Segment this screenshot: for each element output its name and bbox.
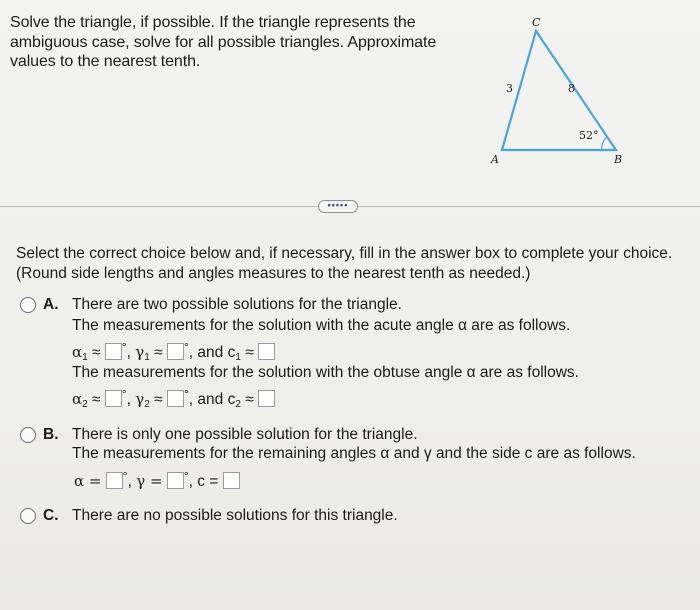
gamma-label: γ = — [136, 472, 163, 490]
choice-b-remaining-text: The measurements for the remaining angles α and γ and the side c are as follows. — [72, 445, 636, 462]
choice-a-acute-text: The measurements for the solution with the acute angle α are as follows. — [72, 317, 571, 334]
alpha2-symbol: α — [72, 390, 83, 408]
c1-symbol: c — [227, 344, 236, 361]
expand-more-button[interactable]: ••••• — [318, 200, 358, 213]
choice-a-row-1: $\alpha_1 \approx ^\circ$, $\gamma_1 \approx ^\circ$, and $c_1$ ≈ — [72, 340, 275, 363]
choice-a-radio[interactable] — [20, 297, 36, 313]
choice-b[interactable] — [16, 424, 676, 496]
gamma1-symbol: γ — [135, 343, 145, 361]
alpha-label: α = — [74, 472, 102, 490]
alpha1-symbol: α — [72, 343, 83, 361]
choice-a[interactable] — [16, 294, 656, 414]
choice-c-radio[interactable] — [20, 508, 36, 524]
choice-a-obtuse-text: The measurements for the solution with the obtuse angle α are as follows. — [72, 364, 579, 381]
gamma1-input[interactable] — [167, 343, 184, 360]
vertex-label-b: B — [614, 153, 623, 166]
angle-arc-b — [602, 137, 607, 150]
angle-label-b: 52° — [579, 129, 599, 142]
triangle-shape — [502, 31, 616, 150]
instructions-line-1: Select the correct choice below and, if necessary, fill in the answer box to complete your choice. — [16, 245, 673, 262]
side-label-ac: 3 — [506, 82, 513, 95]
choice-b-row: α = °, γ = °, c = — [74, 469, 240, 491]
problem-line-3: values to the nearest tenth. — [10, 53, 201, 70]
choice-a-row-2: $\alpha_2 \approx ^\circ$, $\gamma_2 \approx ^\circ$, and $c_2$ ≈ — [72, 387, 275, 410]
choice-c-text: There are no possible solutions for this triangle. — [72, 507, 398, 524]
c1-input[interactable] — [258, 343, 275, 360]
choice-c[interactable] — [16, 505, 436, 527]
instructions-line-2: (Round side lengths and angles measures to the nearest tenth as needed.) — [16, 264, 531, 282]
triangle-figure — [480, 8, 650, 173]
c-input[interactable] — [223, 472, 240, 489]
instructions — [16, 244, 700, 283]
choice-b-letter: B. — [43, 426, 59, 443]
gamma2-symbol: γ — [135, 390, 145, 408]
choice-a-letter: A. — [43, 296, 59, 313]
alpha2-input[interactable] — [105, 390, 122, 407]
problem-line-1: Solve the triangle, if possible. If the triangle represents the — [10, 14, 416, 31]
alpha-input[interactable] — [106, 472, 123, 489]
choice-b-text: There is only one possible solution for the triangle. — [72, 426, 418, 443]
c2-symbol: c — [227, 391, 236, 408]
problem-line-2: ambiguous case, solve for all possible triangles. Approximate — [10, 33, 437, 51]
c2-input[interactable] — [258, 390, 275, 407]
side-label-bc: 8 — [568, 82, 575, 95]
gamma-input[interactable] — [167, 472, 184, 489]
alpha1-input[interactable] — [105, 343, 122, 360]
vertex-label-c: C — [532, 16, 541, 29]
choice-c-letter: C. — [43, 507, 59, 524]
c-label: c = — [197, 473, 219, 490]
problem-statement — [10, 13, 480, 72]
choice-a-text: There are two possible solutions for the triangle. — [72, 296, 402, 313]
gamma2-input[interactable] — [167, 390, 184, 407]
choice-b-radio[interactable] — [20, 427, 36, 443]
vertex-label-a: A — [491, 153, 499, 166]
